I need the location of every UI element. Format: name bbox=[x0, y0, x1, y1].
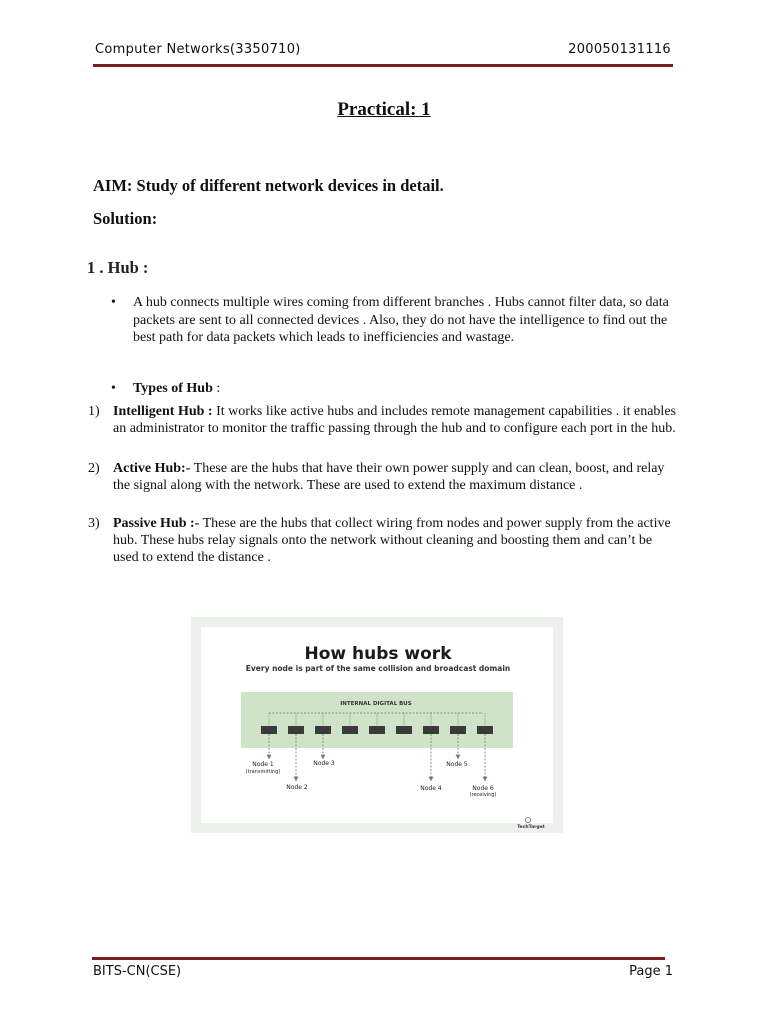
hub-description: • A hub connects multiple wires coming from different branches . Hubs cannot filter data, so data packets are sent to all connected devices . Also, they do not have the intelligence to find out the best path for data packets which leads to inefficiencies and wastage. bbox=[111, 295, 669, 345]
brand-label: TechTarget bbox=[517, 825, 545, 830]
hub-ports bbox=[261, 726, 493, 734]
bus-label: INTERNAL DIGITAL BUS bbox=[340, 701, 412, 707]
port bbox=[342, 726, 358, 734]
bullet-icon: • bbox=[111, 295, 116, 310]
port bbox=[288, 726, 304, 734]
figure-subtitle: Every node is part of the same collision and broadcast domain bbox=[245, 664, 511, 673]
header-enrollment: 200050131116 bbox=[568, 42, 671, 57]
port bbox=[477, 726, 493, 734]
node-6-note: (receiving) bbox=[469, 792, 497, 798]
header-rule bbox=[93, 64, 673, 67]
type-item-active: 2) Active Hub:- These are the hubs that have their own power supply and can clean, boost, and relay the signal along with the network. These are used to extend the maximum distance . bbox=[88, 461, 665, 493]
node-4-label: Node 4 bbox=[420, 785, 442, 792]
hub-diagram-figure bbox=[191, 617, 563, 833]
type-item-passive: 3) Passive Hub :- These are the hubs that collect wiring from nodes and power supply from the active hub. These hubs relay signals onto the network without cleaning and boosting them and can’t be used to extend the distance . bbox=[88, 516, 671, 565]
node-1-note: (transmitting) bbox=[245, 769, 281, 775]
page-title: Practical: 1 bbox=[337, 99, 431, 120]
port bbox=[423, 726, 439, 734]
figure-title: How hubs work bbox=[304, 644, 452, 664]
bullet-icon: • bbox=[111, 381, 116, 396]
node-6-label: Node 6 bbox=[472, 785, 494, 792]
node-1-label: Node 1 bbox=[252, 761, 274, 768]
port bbox=[369, 726, 385, 734]
aim-heading: AIM: Study of different network devices in detail. bbox=[93, 176, 444, 195]
footer-college: BITS-CN(CSE) bbox=[93, 964, 182, 979]
port bbox=[315, 726, 331, 734]
page-number: Page 1 bbox=[629, 964, 673, 979]
page-header bbox=[95, 42, 671, 57]
header-course: Computer Networks(3350710) bbox=[95, 42, 301, 57]
type-item-intelligent: 1) Intelligent Hub : It works like active hubs and includes remote management capabilities . it enables an administrator to monitor the traffic passing through the hub and to configure each port in the hub. bbox=[88, 404, 676, 436]
node-2-label: Node 2 bbox=[286, 784, 308, 791]
port bbox=[396, 726, 412, 734]
port bbox=[261, 726, 277, 734]
page-footer bbox=[93, 964, 673, 979]
types-of-hub-bullet: • Types of Hub : bbox=[111, 381, 221, 396]
hub-section-heading: 1 . Hub : bbox=[87, 258, 149, 277]
node-5-label: Node 5 bbox=[446, 761, 468, 768]
footer-rule bbox=[92, 957, 665, 960]
port bbox=[450, 726, 466, 734]
node-3-label: Node 3 bbox=[313, 760, 335, 767]
solution-heading: Solution: bbox=[93, 209, 158, 228]
